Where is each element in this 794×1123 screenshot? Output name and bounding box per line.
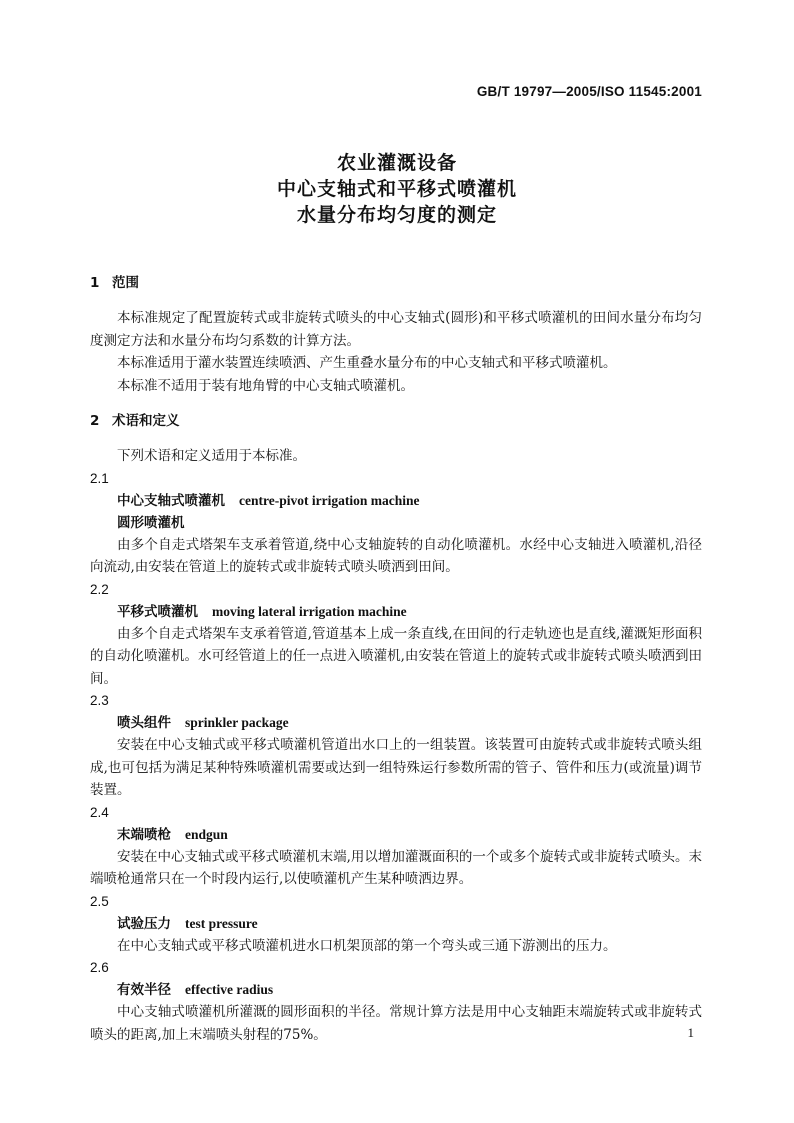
title-line-1: 农业灌溉设备: [336, 152, 457, 174]
paragraph: 下列术语和定义适用于本标准。: [117, 448, 306, 464]
term-chinese: 平移式喷灌机: [117, 603, 198, 620]
clause-number: 2.3: [90, 693, 109, 708]
term-english: centre-pivot irrigation machine: [239, 492, 420, 508]
term-chinese: 喷头组件: [117, 715, 171, 731]
term-heading: [90, 979, 702, 1001]
term-heading: [90, 913, 702, 935]
paragraph: 本标准规定了配置旋转式或非旋转式喷头的中心支轴式(圆形)和平移式喷灌机的田间水量分布均匀度测定方法和水量分布均匀系数的计算方法。: [90, 310, 702, 349]
title-line-3: 水量分布均匀度的测定: [296, 204, 497, 226]
page-number: 1: [687, 1025, 694, 1040]
section-number: 2: [90, 413, 100, 429]
paragraph: 本标准适用于灌水装置连续喷洒、产生重叠水量分布的中心支轴式和平移式喷灌机。: [117, 355, 617, 371]
term-english: moving lateral irrigation machine: [212, 603, 407, 619]
term-alternative: [90, 512, 702, 534]
term-heading: [90, 490, 702, 512]
term-chinese: 中心支轴式喷灌机: [117, 492, 225, 509]
section-number: 1: [90, 275, 100, 291]
term-english: sprinkler package: [185, 715, 289, 730]
clause-number: 2.5: [90, 893, 109, 909]
term-english: effective radius: [185, 982, 274, 997]
clause-number: 2.6: [90, 960, 109, 975]
section-2-heading: [90, 410, 702, 432]
section-title: 范围: [112, 275, 139, 291]
term-english: test pressure: [185, 915, 258, 931]
term-heading: [90, 824, 702, 846]
term-definition: 由多个自走式塔架车支承着管道,管道基本上成一条直线,在田间的行走轨迹也是直线,灌溉矩形面积的自动化喷灌机。水可经管道上的任一点进入喷灌机,由安装在管道上的旋转式或非旋转式喷头喷洒到田间。: [90, 625, 702, 687]
term-chinese: 试验压力: [117, 915, 171, 932]
term-chinese: 末端喷枪: [117, 826, 171, 843]
document-body: [90, 272, 702, 1046]
term-heading: [90, 601, 702, 623]
paragraph: 本标准不适用于装有地角臂的中心支轴式喷灌机。: [117, 377, 414, 394]
term-alt-chinese: 圆形喷灌机: [117, 514, 185, 531]
title-line-2: 中心支轴式和平移式喷灌机: [276, 178, 517, 200]
term-definition: 安装在中心支轴式或平移式喷灌机末端,用以增加灌溉面积的一个或多个旋转式或非旋转式喷头。末端喷枪通常只在一个时段内运行,以使喷灌机产生某种喷洒边界。: [90, 848, 702, 887]
standard-code: GB/T 19797—2005/ISO 11545:2001: [476, 84, 702, 99]
clause-number: 2.1: [90, 470, 109, 486]
term-definition: 由多个自走式塔架车支承着管道,绕中心支轴旋转的自动化喷灌机。水经中心支轴进入喷灌机,沿径向流动,由安装在管道上的旋转式或非旋转式喷头喷洒到田间。: [90, 536, 702, 575]
term-english: endgun: [185, 826, 228, 842]
term-definition: 在中心支轴式或平移式喷灌机进水口机架顶部的第一个弯头或三通下游测出的压力。: [117, 937, 617, 954]
document-title: [0, 150, 794, 228]
section-1-heading: [90, 272, 702, 294]
section-title: 术语和定义: [112, 413, 180, 429]
clause-number: 2.4: [90, 804, 109, 820]
term-chinese: 有效半径: [117, 982, 171, 998]
term-definition: 安装在中心支轴式或平移式喷灌机管道出水口上的一组装置。该装置可由旋转式或非旋转式喷头组成,也可包括为满足某种特殊喷灌机需要或达到一组特殊运行参数所需的管子、管件和压力(或流量)调节装置。: [90, 737, 702, 798]
term-heading: [90, 712, 702, 734]
clause-number: 2.2: [90, 581, 109, 597]
term-definition: 中心支轴式喷灌机所灌溉的圆形面积的半径。常规计算方法是用中心支轴距末端旋转式或非旋转式喷头的距离,加上末端喷头射程的75%。: [90, 1004, 702, 1043]
